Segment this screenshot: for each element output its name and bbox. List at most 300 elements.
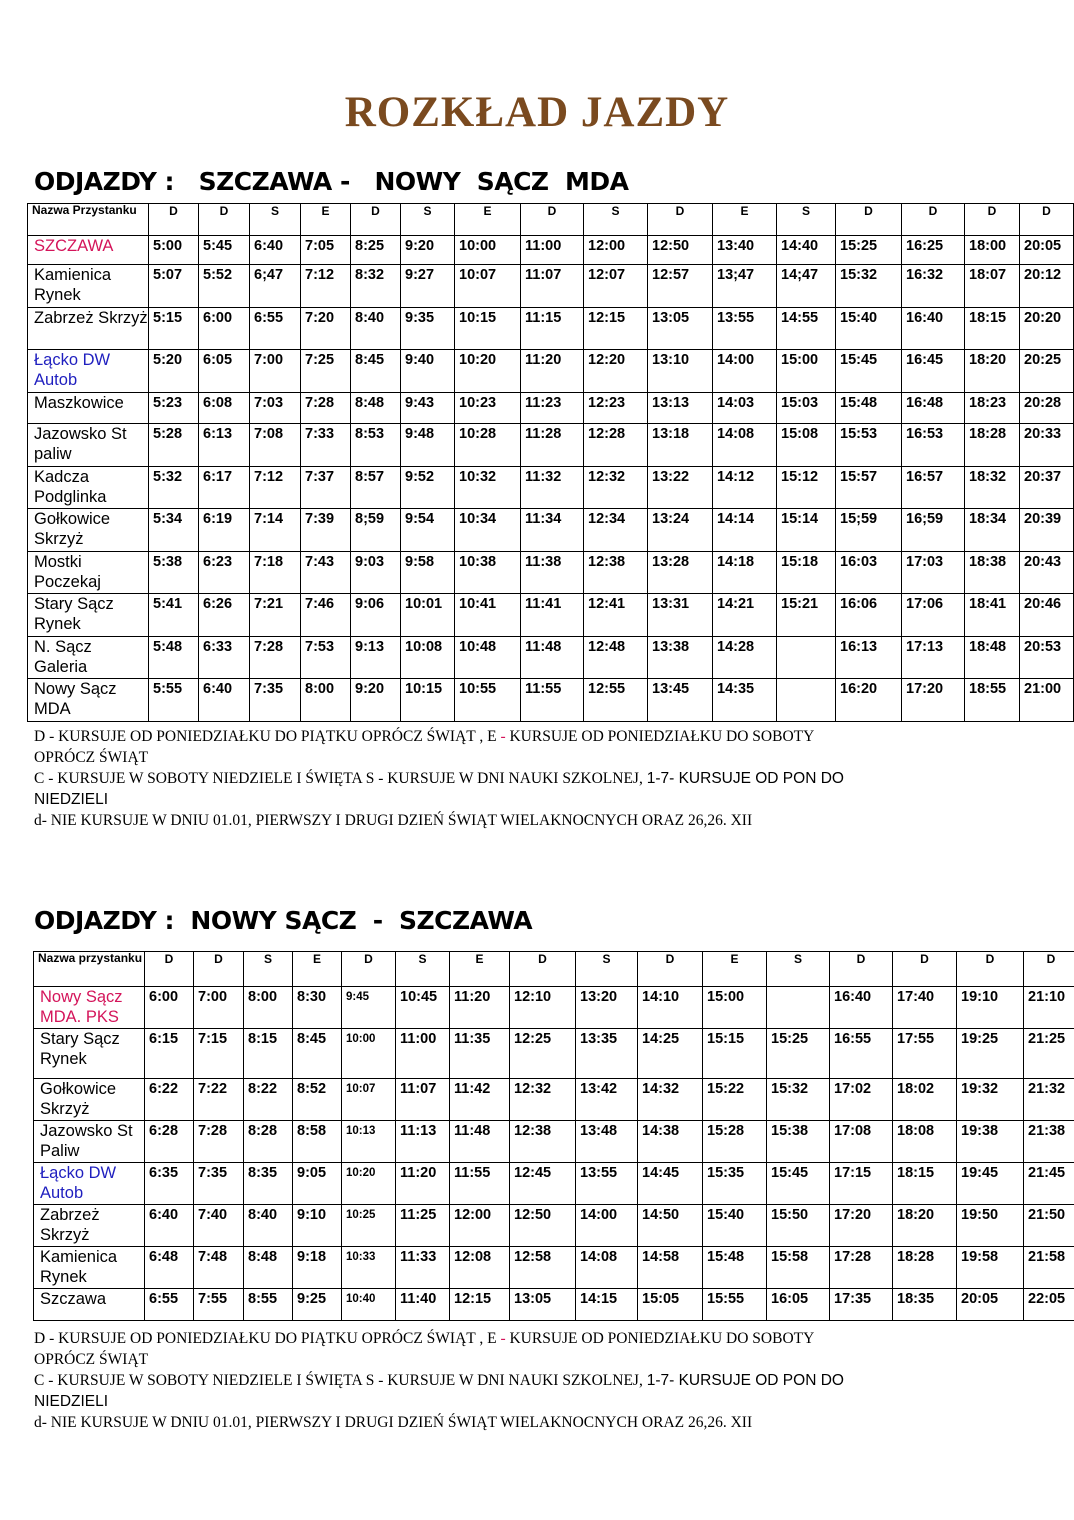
table-row bbox=[28, 552, 1074, 594]
departure-time: 12:32 bbox=[510, 1079, 576, 1121]
departure-time: 15:48 bbox=[703, 1247, 767, 1289]
departure-time: 13;47 bbox=[713, 265, 777, 308]
legend-line: d- NIE KURSUJE W DNIU 01.01, PIERWSZY I DRUGI DZIEŃ ŚWIĄT WIELAKNOCNYCH ORAZ 26,26. XII bbox=[34, 812, 753, 829]
departure-time: 8:30 bbox=[293, 987, 342, 1029]
stop-name: Jazowsko St Paliw bbox=[34, 1121, 145, 1163]
departure-time: 11:20 bbox=[396, 1163, 450, 1205]
departure-time: 16:53 bbox=[902, 424, 965, 467]
departure-time: 6:35 bbox=[145, 1163, 194, 1205]
stop-name-header: Nazwa Przystanku bbox=[28, 204, 149, 236]
departure-time: 20:20 bbox=[1020, 308, 1074, 350]
table-row bbox=[28, 467, 1074, 509]
departure-time: 13:05 bbox=[510, 1289, 576, 1321]
departure-time: 7:55 bbox=[194, 1289, 244, 1321]
table-row bbox=[28, 393, 1074, 424]
service-code-header: E bbox=[455, 204, 521, 236]
departure-time: 15:05 bbox=[638, 1289, 703, 1321]
departure-time: 18:32 bbox=[965, 467, 1020, 509]
departure-time: 20:46 bbox=[1020, 594, 1074, 637]
departure-time: 18:35 bbox=[893, 1289, 957, 1321]
departure-time: 13:28 bbox=[648, 552, 713, 594]
departure-time: 9:45 bbox=[342, 987, 396, 1029]
departure-time: 14:38 bbox=[638, 1121, 703, 1163]
departure-time: 8:48 bbox=[244, 1247, 293, 1289]
departure-time: 20:05 bbox=[957, 1289, 1024, 1321]
departure-time: 9:18 bbox=[293, 1247, 342, 1289]
departure-time: 6:22 bbox=[145, 1079, 194, 1121]
departure-time: 5:48 bbox=[149, 637, 199, 679]
departure-time: 9:35 bbox=[401, 308, 455, 350]
service-code-header: E bbox=[703, 952, 767, 987]
departure-time: 18:28 bbox=[965, 424, 1020, 467]
departure-time: 10:33 bbox=[342, 1247, 396, 1289]
legend-line: NIEDZIELI bbox=[34, 1393, 109, 1410]
departure-time: 14;47 bbox=[777, 265, 836, 308]
table-row bbox=[28, 679, 1074, 722]
departure-time: 18:20 bbox=[965, 350, 1020, 393]
departure-time: 10:40 bbox=[342, 1289, 396, 1321]
departure-time: 16:32 bbox=[902, 265, 965, 308]
departure-time: 14:21 bbox=[713, 594, 777, 637]
departure-time: 14:08 bbox=[713, 424, 777, 467]
stop-name: Łącko DW Autob bbox=[34, 1163, 145, 1205]
departure-time: 14:00 bbox=[713, 350, 777, 393]
departure-time: 13:48 bbox=[576, 1121, 638, 1163]
legend-line: D - KURSUJE OD PONIEDZIAŁKU DO PIĄTKU OPRÓCZ ŚWIĄT , E bbox=[34, 728, 501, 745]
departure-time: 20:12 bbox=[1020, 265, 1074, 308]
departure-time: 9:25 bbox=[293, 1289, 342, 1321]
departure-time: 19:45 bbox=[957, 1163, 1024, 1205]
departure-time: 5:28 bbox=[149, 424, 199, 467]
timetable-nowy-sacz-szczawa bbox=[33, 951, 1074, 1321]
departure-time: 16:55 bbox=[830, 1029, 893, 1079]
departure-time: 14:10 bbox=[638, 987, 703, 1029]
departure-time: 13:42 bbox=[576, 1079, 638, 1121]
departure-time: 8:52 bbox=[293, 1079, 342, 1121]
departure-time: 7:28 bbox=[301, 393, 351, 424]
departure-time: 13:45 bbox=[648, 679, 713, 722]
departure-time: 13:20 bbox=[576, 987, 638, 1029]
departure-time: 18:48 bbox=[965, 637, 1020, 679]
stop-name: Łącko DW Autob bbox=[28, 350, 149, 393]
departure-time: 15:25 bbox=[767, 1029, 830, 1079]
departure-time bbox=[777, 637, 836, 679]
departure-time: 7:33 bbox=[301, 424, 351, 467]
departure-time: 11:07 bbox=[521, 265, 584, 308]
table-row bbox=[28, 594, 1074, 637]
service-code-header: E bbox=[713, 204, 777, 236]
departure-time: 7:35 bbox=[194, 1163, 244, 1205]
service-code-header: D bbox=[638, 952, 703, 987]
departure-time: 11:25 bbox=[396, 1205, 450, 1247]
table-row bbox=[34, 1247, 1074, 1289]
departure-time: 21:38 bbox=[1024, 1121, 1074, 1163]
service-code-header: D bbox=[145, 952, 194, 987]
departure-time: 7:40 bbox=[194, 1205, 244, 1247]
departure-time: 21:10 bbox=[1024, 987, 1074, 1029]
departure-time: 15:45 bbox=[767, 1163, 830, 1205]
departure-time: 18:02 bbox=[893, 1079, 957, 1121]
departure-time: 13:05 bbox=[648, 308, 713, 350]
departure-time: 12:55 bbox=[584, 679, 648, 722]
table-row bbox=[34, 987, 1074, 1029]
departure-time: 8:57 bbox=[351, 467, 401, 509]
departure-time: 20:05 bbox=[1020, 236, 1074, 265]
departure-time: 15:12 bbox=[777, 467, 836, 509]
departure-time: 5:41 bbox=[149, 594, 199, 637]
service-code-header: D bbox=[1020, 204, 1074, 236]
departure-time: 8:48 bbox=[351, 393, 401, 424]
service-code-header: D bbox=[149, 204, 199, 236]
departure-time: 10:01 bbox=[401, 594, 455, 637]
departure-time: 10:32 bbox=[455, 467, 521, 509]
departure-time: 10:38 bbox=[455, 552, 521, 594]
departure-time: 8:40 bbox=[351, 308, 401, 350]
service-code-header: D bbox=[342, 952, 396, 987]
stop-name: Stary Sącz Rynek bbox=[34, 1029, 145, 1079]
departure-time: 17:02 bbox=[830, 1079, 893, 1121]
departure-time: 13:55 bbox=[713, 308, 777, 350]
departure-time: 13:13 bbox=[648, 393, 713, 424]
departure-time: 6:00 bbox=[145, 987, 194, 1029]
departure-time: 12:20 bbox=[584, 350, 648, 393]
departure-time: 6:05 bbox=[199, 350, 250, 393]
departure-time: 12:23 bbox=[584, 393, 648, 424]
departure-time: 18:38 bbox=[965, 552, 1020, 594]
departure-time: 7:39 bbox=[301, 509, 351, 552]
service-code-header: E bbox=[450, 952, 510, 987]
departure-time: 17:35 bbox=[830, 1289, 893, 1321]
departure-time: 7:12 bbox=[250, 467, 301, 509]
departure-time: 12:58 bbox=[510, 1247, 576, 1289]
departure-time: 10:34 bbox=[455, 509, 521, 552]
departure-time: 8:45 bbox=[293, 1029, 342, 1079]
departure-time: 19:10 bbox=[957, 987, 1024, 1029]
departure-time: 15:55 bbox=[703, 1289, 767, 1321]
departure-time: 15:35 bbox=[703, 1163, 767, 1205]
departure-time: 6:17 bbox=[199, 467, 250, 509]
departure-time: 12:34 bbox=[584, 509, 648, 552]
stop-name: Kamienica Rynek bbox=[34, 1247, 145, 1289]
departure-time bbox=[777, 679, 836, 722]
departure-time: 20:53 bbox=[1020, 637, 1074, 679]
departure-time: 15;59 bbox=[836, 509, 902, 552]
departure-time: 14:58 bbox=[638, 1247, 703, 1289]
departure-time: 12:38 bbox=[510, 1121, 576, 1163]
departure-time: 7:25 bbox=[301, 350, 351, 393]
service-code-header: D bbox=[648, 204, 713, 236]
legend-line: C - KURSUJE W SOBOTY NIEDZIELE I ŚWIĘTA S - KURSUJE W DNI NAUKI SZKOLNEJ, bbox=[34, 770, 647, 787]
departure-time: 5:07 bbox=[149, 265, 199, 308]
departure-time: 10:20 bbox=[455, 350, 521, 393]
departure-time: 8:28 bbox=[244, 1121, 293, 1163]
departure-time: 9:13 bbox=[351, 637, 401, 679]
departure-time: 17:06 bbox=[902, 594, 965, 637]
stop-name: Maszkowice bbox=[28, 393, 149, 424]
departure-time: 18:15 bbox=[893, 1163, 957, 1205]
departure-time: 10:20 bbox=[342, 1163, 396, 1205]
departure-time: 6:48 bbox=[145, 1247, 194, 1289]
departure-time: 8:25 bbox=[351, 236, 401, 265]
departure-time: 16:40 bbox=[830, 987, 893, 1029]
departure-time: 7:20 bbox=[301, 308, 351, 350]
stop-name: N. Sącz Galeria bbox=[28, 637, 149, 679]
departure-time: 10:00 bbox=[455, 236, 521, 265]
table-row bbox=[28, 265, 1074, 308]
service-code-header: S bbox=[396, 952, 450, 987]
stop-name: Nowy Sącz MDA. PKS bbox=[34, 987, 145, 1029]
departure-time: 6:08 bbox=[199, 393, 250, 424]
departure-time: 6:40 bbox=[250, 236, 301, 265]
departure-time: 8:35 bbox=[244, 1163, 293, 1205]
departure-time: 5:00 bbox=[149, 236, 199, 265]
departure-time: 12:28 bbox=[584, 424, 648, 467]
service-code-header: S bbox=[576, 952, 638, 987]
service-code-header: D bbox=[351, 204, 401, 236]
departure-time: 6:40 bbox=[199, 679, 250, 722]
departure-time: 18:55 bbox=[965, 679, 1020, 722]
stop-name-header: Nazwa przystanku bbox=[34, 952, 145, 987]
departure-time: 14:18 bbox=[713, 552, 777, 594]
departure-time: 20:25 bbox=[1020, 350, 1074, 393]
departure-time: 18:41 bbox=[965, 594, 1020, 637]
departure-time: 14:03 bbox=[713, 393, 777, 424]
departure-time: 14:14 bbox=[713, 509, 777, 552]
departure-time: 10:07 bbox=[455, 265, 521, 308]
departure-time: 11:55 bbox=[450, 1163, 510, 1205]
departure-time: 11:20 bbox=[521, 350, 584, 393]
departure-time: 13:18 bbox=[648, 424, 713, 467]
departure-time: 9:20 bbox=[401, 236, 455, 265]
departure-time: 15:15 bbox=[703, 1029, 767, 1079]
departure-time: 10:25 bbox=[342, 1205, 396, 1247]
service-code-header: D bbox=[965, 204, 1020, 236]
service-code-header: S bbox=[777, 204, 836, 236]
departure-time: 8:58 bbox=[293, 1121, 342, 1163]
departure-time: 7:00 bbox=[250, 350, 301, 393]
departure-time: 11:33 bbox=[396, 1247, 450, 1289]
departure-time: 17:28 bbox=[830, 1247, 893, 1289]
departure-time: 12:50 bbox=[648, 236, 713, 265]
departure-time: 11:41 bbox=[521, 594, 584, 637]
service-code-header: D bbox=[902, 204, 965, 236]
departure-time: 7:37 bbox=[301, 467, 351, 509]
departure-time: 16:40 bbox=[902, 308, 965, 350]
legend-dash: - bbox=[500, 728, 506, 745]
departure-time: 6:55 bbox=[250, 308, 301, 350]
departure-time: 10:08 bbox=[401, 637, 455, 679]
departure-time: 7:43 bbox=[301, 552, 351, 594]
departure-time: 10:15 bbox=[455, 308, 521, 350]
departure-time: 6:55 bbox=[145, 1289, 194, 1321]
service-code-header: D bbox=[194, 952, 244, 987]
departure-time: 21:50 bbox=[1024, 1205, 1074, 1247]
service-code-header: D bbox=[521, 204, 584, 236]
service-code-header: D bbox=[836, 204, 902, 236]
departure-time: 12:15 bbox=[584, 308, 648, 350]
departure-time: 12:07 bbox=[584, 265, 648, 308]
departure-time: 8;59 bbox=[351, 509, 401, 552]
departure-time: 11:48 bbox=[450, 1121, 510, 1163]
departure-time: 17:08 bbox=[830, 1121, 893, 1163]
departure-time: 12:25 bbox=[510, 1029, 576, 1079]
stop-name: Jazowsko St paliw bbox=[28, 424, 149, 467]
departure-time bbox=[767, 987, 830, 1029]
departure-time: 10:07 bbox=[342, 1079, 396, 1121]
departure-time: 18:07 bbox=[965, 265, 1020, 308]
departure-time: 8:00 bbox=[244, 987, 293, 1029]
departure-time: 14:40 bbox=[777, 236, 836, 265]
departure-time: 15:25 bbox=[836, 236, 902, 265]
departure-time: 9:05 bbox=[293, 1163, 342, 1205]
departure-time: 20:28 bbox=[1020, 393, 1074, 424]
stop-name: Kamienica Rynek bbox=[28, 265, 149, 308]
departure-time: 5:38 bbox=[149, 552, 199, 594]
departure-time: 11:48 bbox=[521, 637, 584, 679]
departure-time: 9:48 bbox=[401, 424, 455, 467]
legend-line: D - KURSUJE OD PONIEDZIAŁKU DO PIĄTKU OPRÓCZ ŚWIĄT , E bbox=[34, 1330, 501, 1347]
departure-time: 13:55 bbox=[576, 1163, 638, 1205]
service-code-header: E bbox=[301, 204, 351, 236]
departure-time: 11:42 bbox=[450, 1079, 510, 1121]
departure-time: 16:03 bbox=[836, 552, 902, 594]
departure-time: 10:00 bbox=[342, 1029, 396, 1079]
stop-name: Szczawa bbox=[34, 1289, 145, 1321]
departure-time: 14:25 bbox=[638, 1029, 703, 1079]
departure-time: 5:15 bbox=[149, 308, 199, 350]
departure-time: 16:20 bbox=[836, 679, 902, 722]
departure-time: 9:06 bbox=[351, 594, 401, 637]
departure-time: 15:40 bbox=[703, 1205, 767, 1247]
departure-time: 11:00 bbox=[396, 1029, 450, 1079]
departure-time: 18:23 bbox=[965, 393, 1020, 424]
departure-time: 20:39 bbox=[1020, 509, 1074, 552]
departure-time: 14:28 bbox=[713, 637, 777, 679]
departure-time: 14:00 bbox=[576, 1205, 638, 1247]
departure-time: 11:38 bbox=[521, 552, 584, 594]
departure-time: 12:57 bbox=[648, 265, 713, 308]
departure-time: 7:03 bbox=[250, 393, 301, 424]
departure-time: 15:28 bbox=[703, 1121, 767, 1163]
departure-time: 18:20 bbox=[893, 1205, 957, 1247]
service-code-header: D bbox=[893, 952, 957, 987]
departure-time: 11:34 bbox=[521, 509, 584, 552]
departure-time: 10:48 bbox=[455, 637, 521, 679]
service-code-header: S bbox=[250, 204, 301, 236]
departure-time: 17:20 bbox=[902, 679, 965, 722]
departure-time: 14:45 bbox=[638, 1163, 703, 1205]
departure-time: 5:34 bbox=[149, 509, 199, 552]
departure-time: 15:21 bbox=[777, 594, 836, 637]
departure-time: 21:58 bbox=[1024, 1247, 1074, 1289]
departure-time: 15:32 bbox=[836, 265, 902, 308]
stop-name: Gołkowice Skrzyż bbox=[28, 509, 149, 552]
departure-time: 7:21 bbox=[250, 594, 301, 637]
departure-time: 16:06 bbox=[836, 594, 902, 637]
departure-time: 6;47 bbox=[250, 265, 301, 308]
departure-time: 13:38 bbox=[648, 637, 713, 679]
departure-time: 18:15 bbox=[965, 308, 1020, 350]
departure-time: 15:58 bbox=[767, 1247, 830, 1289]
departure-time: 17:40 bbox=[893, 987, 957, 1029]
departure-time: 7:22 bbox=[194, 1079, 244, 1121]
departure-time: 5:52 bbox=[199, 265, 250, 308]
departure-time: 15:14 bbox=[777, 509, 836, 552]
service-code-header: D bbox=[510, 952, 576, 987]
departure-time: 16:45 bbox=[902, 350, 965, 393]
departure-time: 14:50 bbox=[638, 1205, 703, 1247]
departure-time: 14:15 bbox=[576, 1289, 638, 1321]
departure-time: 7:46 bbox=[301, 594, 351, 637]
table-row bbox=[34, 1289, 1074, 1321]
departure-time: 9:27 bbox=[401, 265, 455, 308]
departure-time: 9:52 bbox=[401, 467, 455, 509]
departure-time: 9:03 bbox=[351, 552, 401, 594]
departure-time: 13:31 bbox=[648, 594, 713, 637]
departure-time: 21:00 bbox=[1020, 679, 1074, 722]
service-code-header: E bbox=[293, 952, 342, 987]
departure-time: 9:43 bbox=[401, 393, 455, 424]
departure-time: 9:20 bbox=[351, 679, 401, 722]
table-row bbox=[28, 308, 1074, 350]
departure-time: 8:22 bbox=[244, 1079, 293, 1121]
service-code-header: S bbox=[244, 952, 293, 987]
departure-time: 5:55 bbox=[149, 679, 199, 722]
departure-time: 19:25 bbox=[957, 1029, 1024, 1079]
departure-time: 7:00 bbox=[194, 987, 244, 1029]
departure-time: 17:15 bbox=[830, 1163, 893, 1205]
departure-time: 11:40 bbox=[396, 1289, 450, 1321]
stop-name: Zabrzeż Skrzyż bbox=[34, 1205, 145, 1247]
stop-name: Kadcza Podglinka bbox=[28, 467, 149, 509]
legend-line: C - KURSUJE W SOBOTY NIEDZIELE I ŚWIĘTA S - KURSUJE W DNI NAUKI SZKOLNEJ, bbox=[34, 1372, 647, 1389]
departure-time: 10:28 bbox=[455, 424, 521, 467]
departure-time: 15:00 bbox=[703, 987, 767, 1029]
departure-time: 15:18 bbox=[777, 552, 836, 594]
table-row bbox=[34, 1079, 1074, 1121]
departure-time: 20:33 bbox=[1020, 424, 1074, 467]
departure-time: 11:15 bbox=[521, 308, 584, 350]
departure-time: 21:25 bbox=[1024, 1029, 1074, 1079]
departure-time: 13:22 bbox=[648, 467, 713, 509]
departure-time: 5:20 bbox=[149, 350, 199, 393]
departure-time: 12:32 bbox=[584, 467, 648, 509]
legend-line: KURSUJE OD PONIEDZIAŁKU DO SOBOTY bbox=[505, 728, 815, 745]
service-code-header: D bbox=[957, 952, 1024, 987]
departure-time: 17:13 bbox=[902, 637, 965, 679]
legend-notes-1 bbox=[34, 726, 1044, 831]
departure-time: 15:32 bbox=[767, 1079, 830, 1121]
departure-time: 15:38 bbox=[767, 1121, 830, 1163]
table-row bbox=[34, 1163, 1074, 1205]
departure-time: 19:38 bbox=[957, 1121, 1024, 1163]
stop-name: Mostki Poczekaj bbox=[28, 552, 149, 594]
departure-time: 7:28 bbox=[194, 1121, 244, 1163]
departure-time: 6:33 bbox=[199, 637, 250, 679]
legend-line: OPRÓCZ ŚWIĄT bbox=[34, 1351, 149, 1368]
service-code-header: D bbox=[199, 204, 250, 236]
legend-line: 1-7- KURSUJE OD PON DO bbox=[646, 1372, 844, 1389]
departure-time: 6:13 bbox=[199, 424, 250, 467]
departure-time: 12:38 bbox=[584, 552, 648, 594]
departure-time: 15:48 bbox=[836, 393, 902, 424]
departure-time: 10:13 bbox=[342, 1121, 396, 1163]
departure-time: 12:10 bbox=[510, 987, 576, 1029]
service-code-header: D bbox=[830, 952, 893, 987]
departure-time: 6:26 bbox=[199, 594, 250, 637]
departure-time: 18:34 bbox=[965, 509, 1020, 552]
departure-time: 6:15 bbox=[145, 1029, 194, 1079]
